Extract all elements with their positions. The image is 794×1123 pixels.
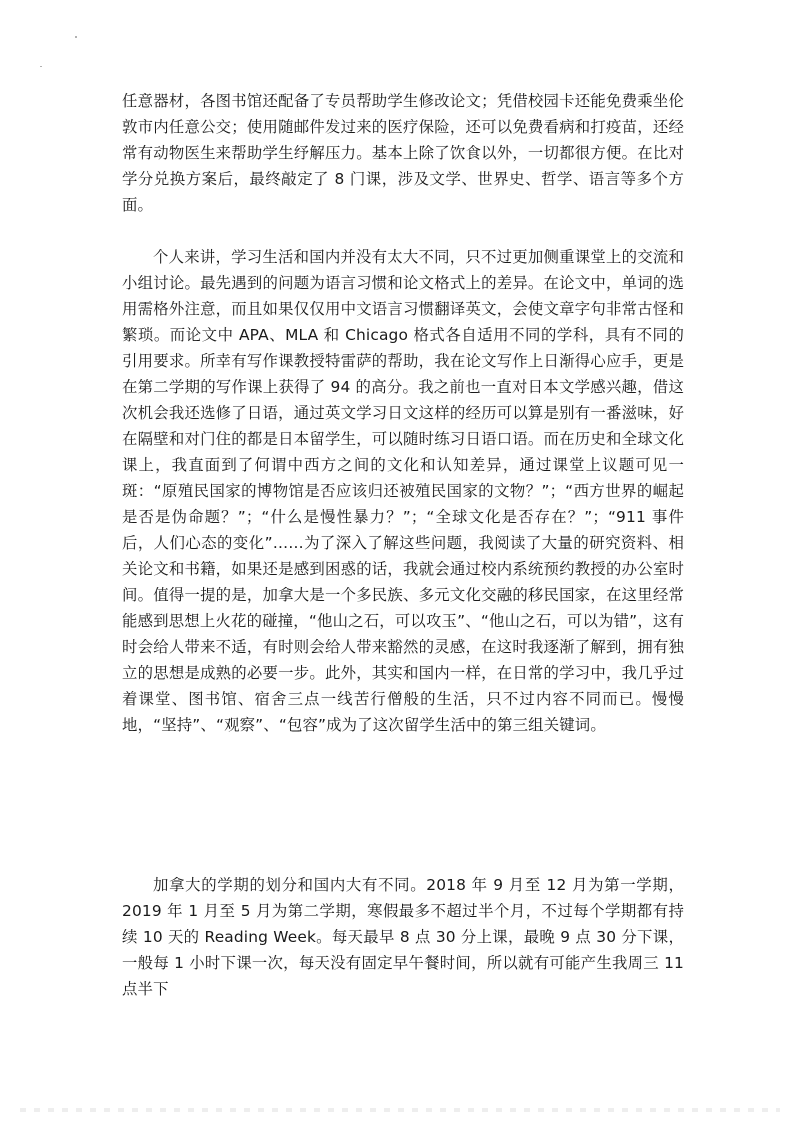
scan-speck bbox=[75, 36, 77, 38]
scan-speck bbox=[40, 66, 42, 67]
scan-bottom-edge bbox=[20, 1108, 780, 1112]
paragraph-2: 个人来讲，学习生活和国内并没有太大不同，只不过更加侧重课堂上的交流和小组讨论。最先遇到的问题为语言习惯和论文格式上的差异。在论文中，单词的选用需格外注意，而且如果仅仅用中文语言习惯翻译英文，会使文章字句非常古怪和繁琐。而论文中 APA、MLA 和 Chicago 格式各自适用不同的学科，具有不同的引用要求。所幸有写作课教授特雷萨的帮助，我在论文写作上日渐得心应手，更是在第二学期的写作课上获得了 94 的高分。我之前也一直对日本文学感兴趣，借这次机会我还选修了日语，通过英文学习日文这样的经历可以算是别有一番滋味，好在隔壁和对门住的都是日本留学生，可以随时练习日语口语。而在历史和全球文化课上，我直面到了何谓中西方之间的文化和认知差异，通过课堂上议题可见一斑：“原殖民国家的博物馆是否应该归还被殖民国家的文物？”；“西方世界的崛起是否是伪命题？”；“什么是慢性暴力？”；“全球文化是否存在？”；“911 事件后，人们心态的变化”……为了深入了解这些问题，我阅读了大量的研究资料、相关论文和书籍，如果还是感到困惑的话，我就会通过校内系统预约教授的办公室时间。值得一提的是，加拿大是一个多民族、多元文化交融的移民国家，在这里经常能感到思想上火花的碰撞，“他山之石，可以攻玉”、“他山之石，可以为错”，这有时会给人带来不适，有时则会给人带来豁然的灵感，在这时我逐渐了解到，拥有独立的思想是成熟的必要一步。此外，其实和国内一样，在日常的学习中，我几乎过着课堂、图书馆、宿舍三点一线苦行僧般的生活，只不过内容不同而已。慢慢地，“坚持”、“观察”、“包容”成为了这次留学生活中的第三组关键词。 bbox=[122, 248, 684, 734]
paragraph-3: 加拿大的学期的划分和国内大有不同。2018 年 9 月至 12 月为第一学期，2019 年 1 月至 5 月为第二学期，寒假最多不超过半个月，不过每个学期都有持续 10 天的 Reading Week。每天最早 8 点 30 分上课，最晚 9 点 30 分下课，一般每 1 小时下课一次，每天没有固定早午餐时间，所以就有可能产生我周三 11 点半下 bbox=[122, 876, 684, 998]
paragraph-1: 任意器材，各图书馆还配备了专员帮助学生修改论文；凭借校园卡还能免费乘坐伦敦市内任意公交；使用随邮件发过来的医疗保险，还可以免费看病和打疫苗，还经常有动物医生来帮助学生纾解压力。基本上除了饮食以外，一切都很方便。在比对学分兑换方案后，最终敲定了 8 门课，涉及文学、世界史、哲学、语言等多个方面。 bbox=[122, 92, 684, 214]
